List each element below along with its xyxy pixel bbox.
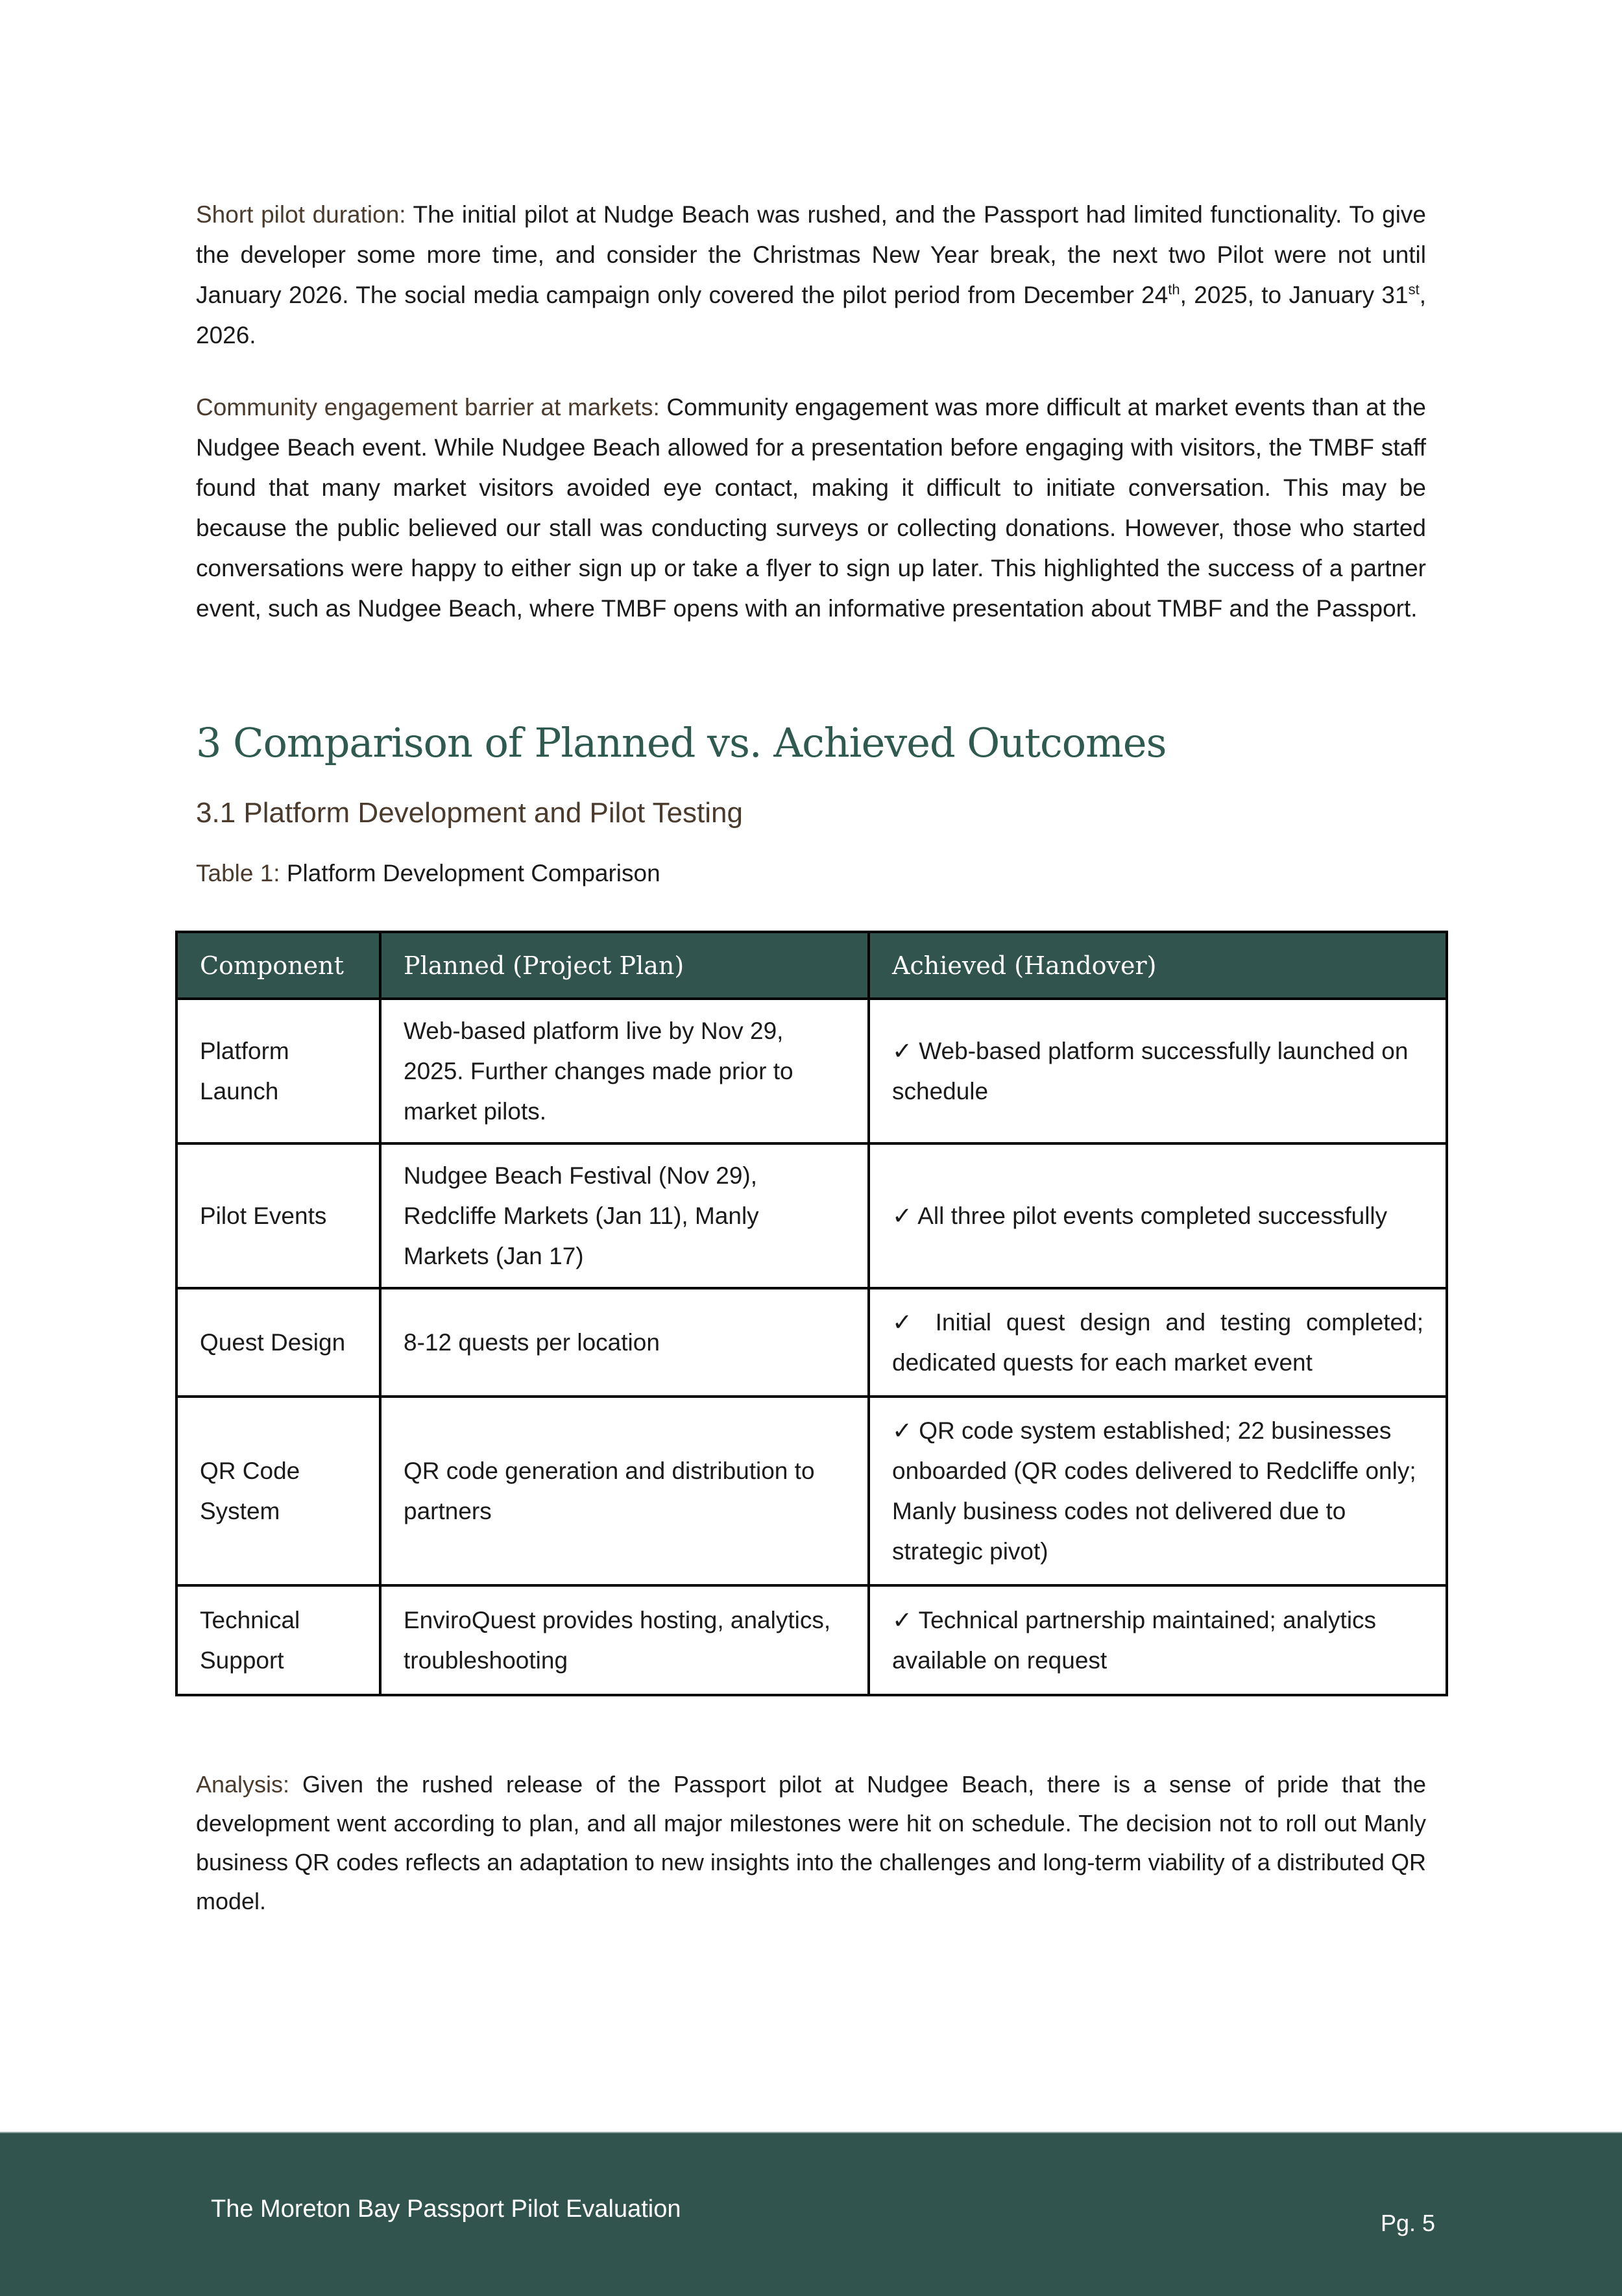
cell-achieved: ✓ QR code system established; 22 businesses onboarded (QR codes delivered to Redcliffe only; Manly business codes not delivered due to strategic pivot) [869, 1397, 1447, 1585]
cell-component: Platform Launch [176, 999, 380, 1143]
cell-planned: Nudgee Beach Festival (Nov 29), Redcliffe Markets (Jan 11), Manly Markets (Jan 17) [380, 1143, 869, 1288]
cell-component: Pilot Events [176, 1143, 380, 1288]
cell-achieved: ✓ Initial quest design and testing completed; dedicated quests for each market event [869, 1288, 1447, 1397]
paragraph-text: , 2026. [196, 282, 1426, 348]
paragraph-text: Community engagement was more difficult at market events than at the Nudgee Beach event. While Nudgee Beach allowed for a presentation before engaging with visitors, the TMBF staff found that many market visitors avoided eye contact, making it difficult to initiate conversation. This may be because the public believed our stall was conducting surveys or collecting donations. However, those who started conversations were happy to either sign up or take a flyer to sign up later. This highlighted the success of a partner event, such as Nudgee Beach, where TMBF opens with an informative presentation about TMBF and the Passport. [196, 394, 1426, 622]
header-component: Component [176, 932, 380, 999]
table-row [176, 1585, 1447, 1695]
caption-text: Platform Development Comparison [280, 860, 660, 886]
cell-achieved: ✓ Web-based platform successfully launched on schedule [869, 999, 1447, 1143]
table-header-row [176, 932, 1447, 999]
cell-component: Quest Design [176, 1288, 380, 1397]
cell-achieved: ✓ All three pilot events completed successfully [869, 1143, 1447, 1288]
table-row [176, 999, 1447, 1143]
footer-title: The Moreton Bay Passport Pilot Evaluation [211, 2195, 681, 2223]
comparison-table [175, 931, 1448, 1696]
cell-achieved: ✓ Technical partnership maintained; analytics available on request [869, 1585, 1447, 1695]
cell-planned: Web-based platform live by Nov 29, 2025. Further changes made prior to market pilots. [380, 999, 869, 1143]
subsection-heading: 3.1 Platform Development and Pilot Testing [196, 797, 743, 829]
paragraph-lead: Short pilot duration: [196, 201, 406, 228]
page-footer [0, 2132, 1622, 2296]
cell-component: QR Code System [176, 1397, 380, 1585]
paragraph-text: The initial pilot at Nudge Beach was rushed, and the Passport had limited functionality. To give the developer some more time, and consider the Christmas New Year break, the next two Pilot were not until January 2026. The social media campaign only covered the pilot period from December 24 [196, 201, 1426, 308]
short-pilot-paragraph [196, 195, 1426, 356]
paragraph-text: , 2025, to January 31 [1180, 282, 1409, 308]
cell-planned: 8-12 quests per location [380, 1288, 869, 1397]
table-caption [196, 860, 660, 887]
paragraph-lead: Analysis: [196, 1771, 290, 1798]
superscript: th [1168, 281, 1180, 298]
superscript: st [1408, 281, 1420, 298]
header-achieved: Achieved (Handover) [869, 932, 1447, 999]
table-row [176, 1143, 1447, 1288]
paragraph-lead: Community engagement barrier at markets: [196, 394, 660, 421]
caption-lead: Table 1: [196, 860, 280, 886]
paragraph-text: Given the rushed release of the Passport pilot at Nudgee Beach, there is a sense of pride that the development went according to plan, and all major milestones were hit on schedule. The decision not to roll out Manly business QR codes reflects an adaptation to new insights into the challenges and long-term viability of a distributed QR model. [196, 1771, 1426, 1914]
table-row [176, 1397, 1447, 1585]
section-heading: 3 Comparison of Planned vs. Achieved Outcomes [196, 719, 1167, 766]
page-number: Pg. 5 [1381, 2210, 1436, 2236]
cell-planned: QR code generation and distribution to partners [380, 1397, 869, 1585]
cell-planned: EnviroQuest provides hosting, analytics, troubleshooting [380, 1585, 869, 1695]
table-row [176, 1288, 1447, 1397]
analysis-paragraph [196, 1765, 1426, 1921]
community-paragraph [196, 387, 1426, 629]
header-planned: Planned (Project Plan) [380, 932, 869, 999]
cell-component: Technical Support [176, 1585, 380, 1695]
